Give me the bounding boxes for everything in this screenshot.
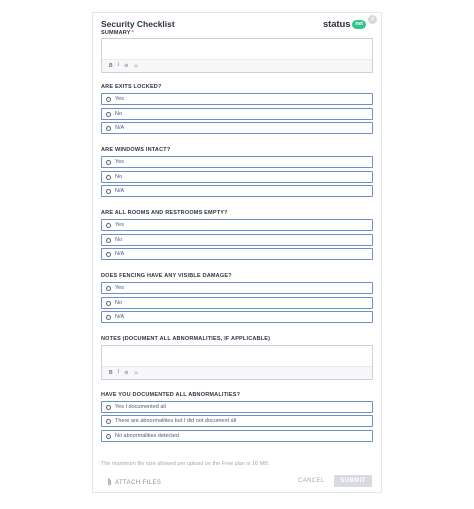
file-size-note: The maximum file size allowed per upload on the Free plan is 10 MB.	[101, 461, 270, 467]
option-rooms-no[interactable]	[101, 234, 373, 246]
radio-circle-icon	[106, 189, 111, 194]
notes-toolbar	[102, 366, 372, 379]
summary-label	[101, 30, 134, 36]
radio-circle-icon	[106, 315, 111, 320]
option-label: Yes	[115, 222, 124, 228]
option-label: N/A	[115, 125, 125, 131]
summary-textarea[interactable]	[101, 38, 373, 73]
summary-input-area[interactable]	[102, 39, 372, 59]
option-label: No	[115, 174, 123, 180]
radio-circle-icon	[106, 160, 111, 165]
option-label: N/A	[115, 251, 125, 257]
option-documented-all[interactable]	[101, 401, 373, 413]
link-icon[interactable]: ⊖	[124, 63, 129, 69]
option-fencing-no[interactable]	[101, 297, 373, 309]
required-asterisk: *	[131, 30, 134, 36]
option-rooms-yes[interactable]	[101, 219, 373, 231]
link-icon[interactable]: ⊖	[124, 370, 129, 376]
radio-circle-icon	[106, 286, 111, 291]
radio-circle-icon	[106, 223, 111, 228]
italic-button[interactable]: I	[117, 370, 120, 375]
attach-files-button[interactable]	[107, 478, 161, 488]
radio-circle-icon	[106, 97, 111, 102]
cancel-button[interactable]: CANCEL	[298, 478, 325, 484]
option-fencing-yes[interactable]	[101, 282, 373, 294]
option-exits-na[interactable]	[101, 122, 373, 134]
option-fencing-na[interactable]	[101, 311, 373, 323]
summary-label-text: SUMMARY	[101, 30, 131, 36]
option-label: No	[115, 300, 123, 306]
option-exits-yes[interactable]	[101, 93, 373, 105]
radio-circle-icon	[106, 252, 111, 257]
paperclip-icon	[107, 478, 112, 488]
emoji-icon[interactable]: ☺	[133, 370, 139, 376]
option-label: N/A	[115, 314, 125, 320]
option-label: No abnormalities detected	[115, 433, 179, 439]
option-windows-yes[interactable]	[101, 156, 373, 168]
notes-label: NOTES (DOCUMENT ALL ABNORMALITIES, IF APPLICABLE)	[101, 336, 271, 342]
option-label: Yes	[115, 159, 124, 165]
attach-files-label: ATTACH FILES	[115, 480, 162, 486]
option-windows-no[interactable]	[101, 171, 373, 183]
notes-textarea[interactable]	[101, 345, 373, 380]
option-windows-na[interactable]	[101, 185, 373, 197]
option-label: Yes	[115, 285, 124, 291]
radio-circle-icon	[106, 126, 111, 131]
bold-button[interactable]: B	[109, 63, 113, 69]
logo-word: status	[323, 19, 351, 30]
radio-circle-icon	[106, 419, 111, 424]
question-exits-locked: ARE EXITS LOCKED?	[101, 84, 162, 90]
option-label: N/A	[115, 188, 125, 194]
radio-circle-icon	[106, 301, 111, 306]
notes-input-area[interactable]	[102, 346, 372, 366]
option-label: There are abnormalities but I did not document all	[115, 418, 237, 424]
logo-badge: net	[352, 20, 366, 29]
radio-circle-icon	[106, 434, 111, 439]
option-label: No	[115, 237, 123, 243]
option-exits-no[interactable]	[101, 108, 373, 120]
option-label: Yes I documented all	[115, 404, 166, 410]
radio-circle-icon	[106, 175, 111, 180]
option-no-abnormalities[interactable]	[101, 430, 373, 442]
emoji-icon[interactable]: ☺	[133, 63, 139, 69]
status-net-logo	[323, 19, 366, 30]
question-documented: HAVE YOU DOCUMENTED ALL ABNORMALITIES?	[101, 392, 241, 398]
option-rooms-na[interactable]	[101, 248, 373, 260]
option-label: No	[115, 111, 123, 117]
form-title: Security Checklist	[101, 19, 175, 29]
question-fencing-damage: DOES FENCING HAVE ANY VISIBLE DAMAGE?	[101, 273, 232, 279]
radio-circle-icon	[106, 238, 111, 243]
italic-button[interactable]: I	[117, 63, 120, 68]
question-windows-intact: ARE WINDOWS INTACT?	[101, 147, 171, 153]
close-icon[interactable]: ×	[369, 15, 376, 23]
question-rooms-empty: ARE ALL ROOMS AND RESTROOMS EMPTY?	[101, 210, 228, 216]
summary-toolbar	[102, 59, 372, 72]
bold-button[interactable]: B	[109, 370, 113, 376]
submit-button[interactable]: SUBMIT	[334, 475, 372, 487]
radio-circle-icon	[106, 112, 111, 117]
option-label: Yes	[115, 96, 124, 102]
option-documented-partial[interactable]	[101, 415, 373, 427]
radio-circle-icon	[106, 405, 111, 410]
